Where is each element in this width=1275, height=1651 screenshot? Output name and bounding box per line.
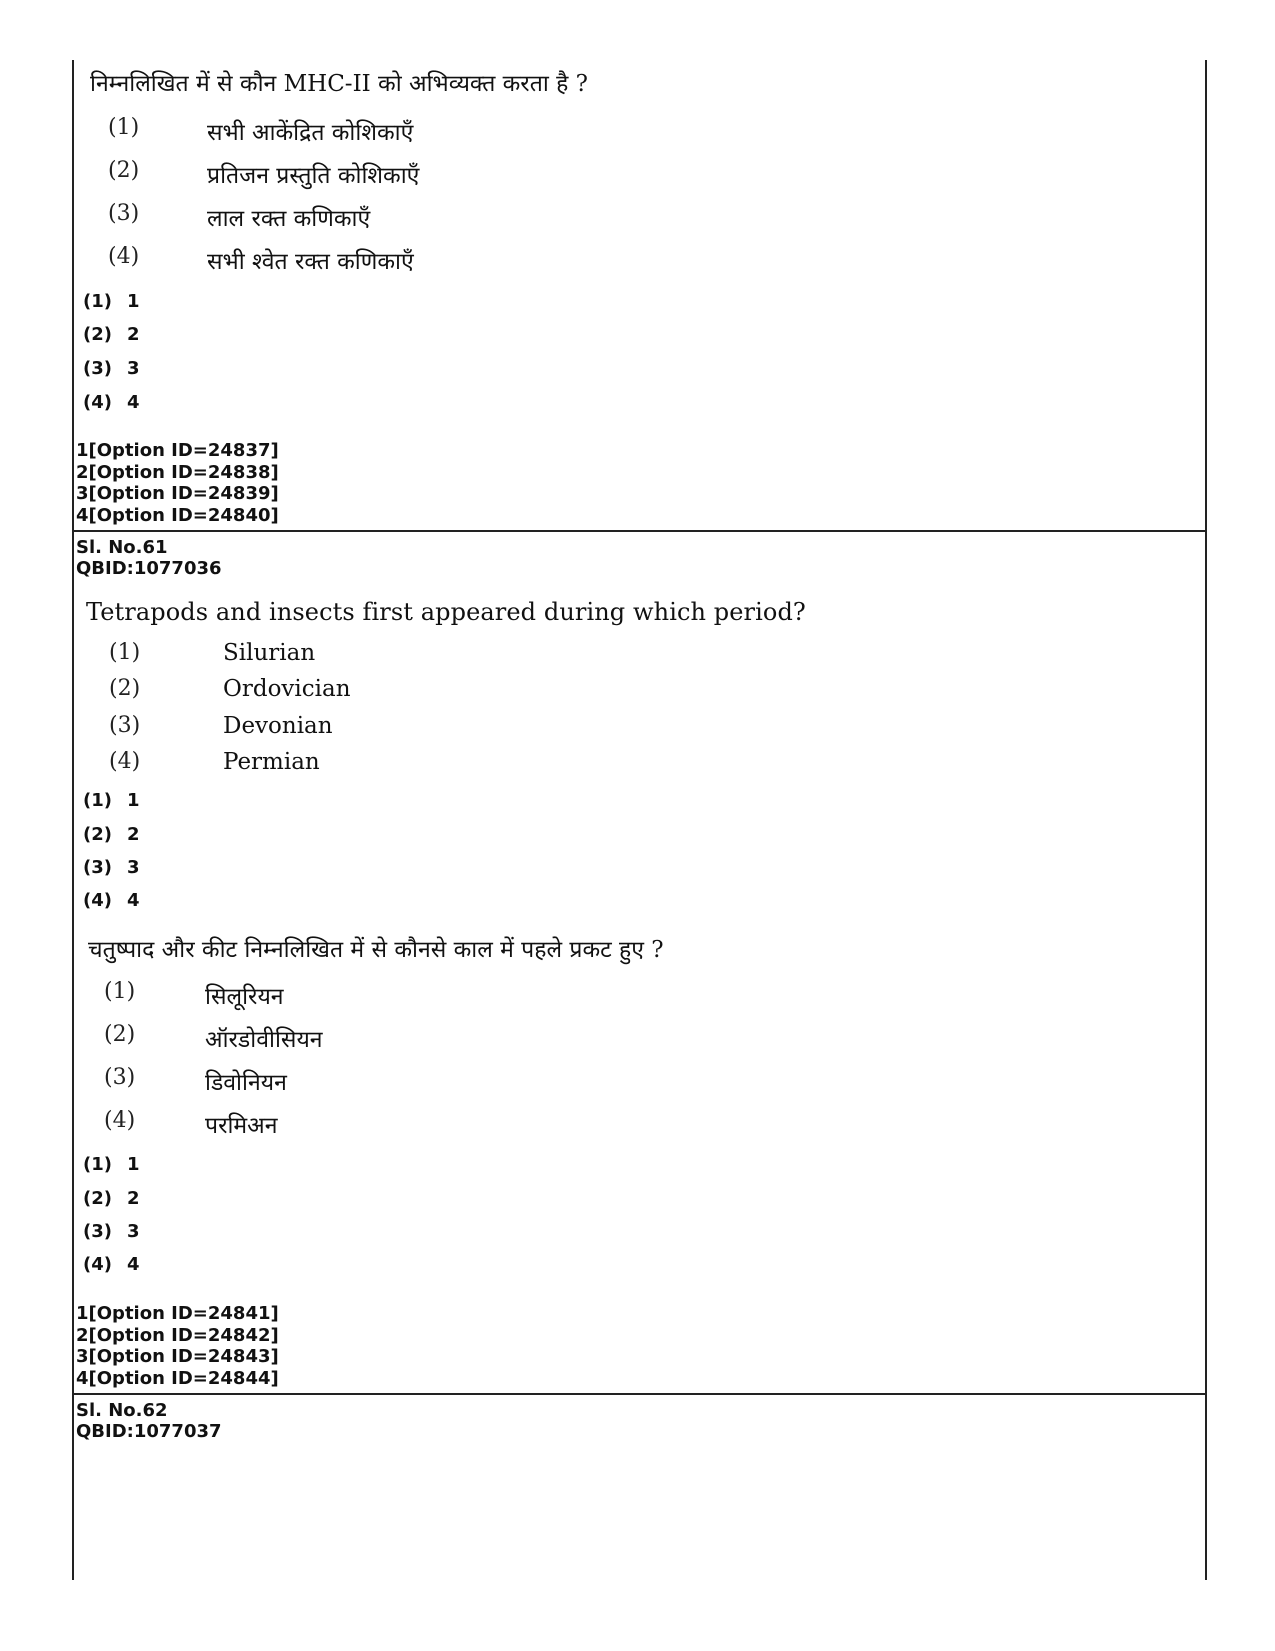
question-meta xyxy=(76,537,222,579)
answer-value: 2 xyxy=(127,324,140,345)
answer-value: 1 xyxy=(127,291,140,312)
answer-key: (1) xyxy=(83,1154,112,1175)
answer-value: 1 xyxy=(127,1154,140,1175)
answer-key: (3) xyxy=(83,857,112,878)
answer-value: 2 xyxy=(127,1188,140,1209)
answer-choice[interactable] xyxy=(83,857,140,878)
answer-choice[interactable] xyxy=(83,824,140,845)
option-number: (4) xyxy=(104,1108,136,1133)
answer-value: 2 xyxy=(127,824,140,845)
qbid: QBID:1077036 xyxy=(76,558,222,579)
question-stem-english: Tetrapods and insects first appeared during which period? xyxy=(86,598,806,626)
serial-number: Sl. No.62 xyxy=(76,1400,168,1421)
option-number: (3) xyxy=(108,201,140,226)
option-id: 1[Option ID=24837] xyxy=(76,440,279,461)
answer-key: (4) xyxy=(83,890,112,911)
option-text: सिलूरियन xyxy=(205,984,284,1010)
option-number: (4) xyxy=(109,749,141,774)
answer-value: 1 xyxy=(127,790,140,811)
answer-choice[interactable] xyxy=(83,392,140,413)
option-text: परमिअन xyxy=(205,1113,278,1139)
answer-choice[interactable] xyxy=(83,790,140,811)
option-text: Devonian xyxy=(223,713,333,739)
answer-value: 3 xyxy=(127,1221,140,1242)
option-number: (2) xyxy=(108,158,140,183)
answer-key: (3) xyxy=(83,1221,112,1242)
answer-value: 4 xyxy=(127,890,140,911)
question-divider xyxy=(72,1393,1207,1395)
option-id: 1[Option ID=24841] xyxy=(76,1303,279,1324)
answer-key: (2) xyxy=(83,824,112,845)
option-text: सभी श्वेत रक्त कणिकाएँ xyxy=(207,249,414,275)
option-id: 2[Option ID=24842] xyxy=(76,1324,279,1346)
option-number: (1) xyxy=(108,115,140,140)
answer-choice[interactable] xyxy=(83,1221,140,1242)
option-text: डिवोनियन xyxy=(205,1070,287,1096)
question-stem-hindi: चतुष्पाद और कीट निम्नलिखित में से कौनसे काल में पहले प्रकट हुए ? xyxy=(88,937,664,963)
answer-value: 3 xyxy=(127,857,140,878)
answer-value: 4 xyxy=(127,1254,140,1275)
question-stem-hindi: निम्नलिखित में से कौन MHC-II को अभिव्यक्त करता है ? xyxy=(90,71,588,97)
qbid: QBID:1077037 xyxy=(76,1421,222,1442)
option-id-list xyxy=(76,440,279,526)
answer-key: (4) xyxy=(83,392,112,413)
option-text: ऑरडोवीसियन xyxy=(205,1027,323,1053)
option-number: (1) xyxy=(109,640,141,665)
option-id-list xyxy=(76,1303,279,1389)
answer-key: (4) xyxy=(83,1254,112,1275)
option-text: सभी आकेंद्रित कोशिकाएँ xyxy=(207,120,414,146)
answer-key: (1) xyxy=(83,790,112,811)
option-id: 3[Option ID=24839] xyxy=(76,483,279,504)
option-text: प्रतिजन प्रस्तुति कोशिकाएँ xyxy=(207,163,420,189)
answer-key: (3) xyxy=(83,358,112,379)
question-divider xyxy=(72,530,1207,532)
answer-key: (2) xyxy=(83,1188,112,1209)
answer-choice[interactable] xyxy=(83,890,140,911)
option-id: 2[Option ID=24838] xyxy=(76,461,279,483)
answer-choice[interactable] xyxy=(83,291,140,312)
answer-key: (2) xyxy=(83,324,112,345)
option-number: (4) xyxy=(108,244,140,269)
question-meta xyxy=(76,1400,222,1442)
option-text: Silurian xyxy=(223,640,316,666)
answer-choice[interactable] xyxy=(83,1254,140,1275)
option-number: (3) xyxy=(109,713,141,738)
answer-choice[interactable] xyxy=(83,1154,140,1175)
option-id: 4[Option ID=24844] xyxy=(76,1367,279,1389)
answer-choice[interactable] xyxy=(83,1188,140,1209)
answer-value: 4 xyxy=(127,392,140,413)
option-text: Permian xyxy=(223,749,320,775)
answer-key: (1) xyxy=(83,291,112,312)
option-id: 3[Option ID=24843] xyxy=(76,1346,279,1367)
option-number: (3) xyxy=(104,1065,136,1090)
option-id: 4[Option ID=24840] xyxy=(76,504,279,526)
option-text: लाल रक्त कणिकाएँ xyxy=(207,206,371,232)
answer-choice[interactable] xyxy=(83,324,140,345)
option-number: (2) xyxy=(104,1022,136,1047)
option-number: (1) xyxy=(104,979,136,1004)
serial-number: Sl. No.61 xyxy=(76,537,168,558)
option-number: (2) xyxy=(109,676,141,701)
answer-choice[interactable] xyxy=(83,358,140,379)
option-text: Ordovician xyxy=(223,676,351,702)
answer-value: 3 xyxy=(127,358,140,379)
